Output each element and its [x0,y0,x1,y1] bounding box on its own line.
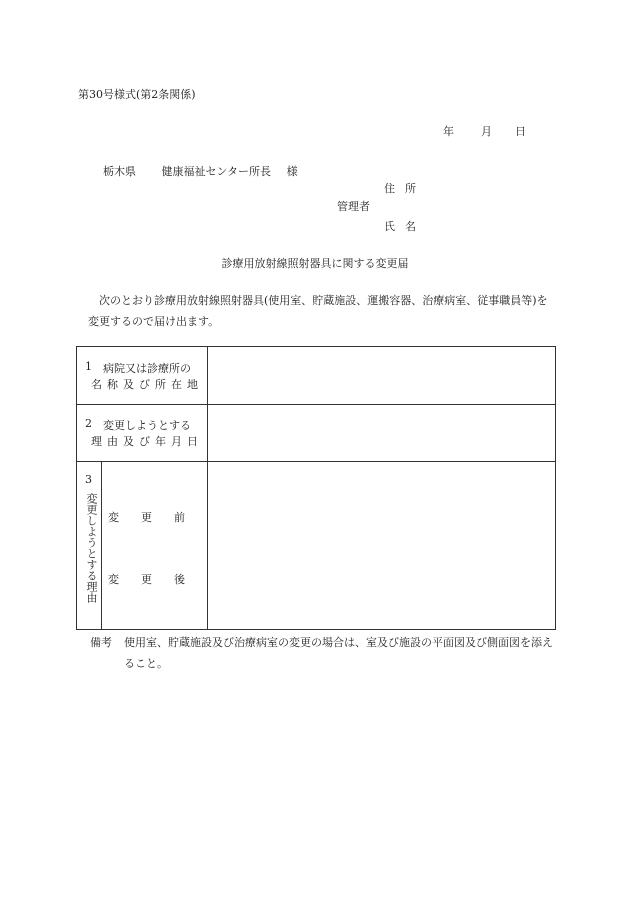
date-day-label: 日 [515,125,526,138]
date-year-label: 年 [443,125,454,138]
notes-text: 使用室、貯蔵施設及び治療病室の変更の場合は、室及び施設の平面図及び側面図を添えること。 [124,636,553,670]
row3-number: 3 [85,473,92,486]
row3-vertical-label: 変更しようとする理由 [85,493,98,603]
address-label: 住所 [384,182,426,195]
manager-label: 管理者 [337,200,370,213]
addressee-prefecture: 栃木県 [103,165,136,178]
row1-input[interactable] [209,349,554,402]
row2-label-line2: 理由及び年月日 [91,435,203,448]
table-divider-vertical-main [207,347,208,629]
change-notification-table [76,346,556,630]
addressee-honorific: 様 [286,165,298,178]
body-text: 次のとおり診療用放射線照射器具(使用室、貯蔵施設、運搬容器、治療病室、従事職員等)を変更するので届け出ます。 [88,294,548,328]
addressee [103,163,298,179]
row2-input[interactable] [209,406,554,459]
row3-before-input[interactable] [209,463,554,543]
date-month-label: 月 [481,125,492,138]
table-divider-vertical-row3 [101,461,102,629]
row1-label-line1: 病院又は診療所の [103,362,191,375]
addressee-office: 健康福祉センター所長 [161,165,272,178]
row1-label-line2: 名称及び所在地 [91,378,203,391]
form-number: 第30号様式(第2条関係) [78,88,196,101]
row1-number: 1 [85,360,92,373]
row3-before-label: 変 更 前 [108,511,185,524]
name-label: 氏名 [384,220,426,233]
notes-label: 備考 [90,636,112,649]
table-divider-row1 [77,404,555,405]
row3-after-label: 変 更 後 [108,573,185,586]
table-divider-row2 [77,461,555,462]
row2-label-line1: 変更しようとする [103,419,191,432]
row3-after-input[interactable] [209,545,554,625]
document-title: 診療用放射線照射器具に関する変更届 [221,257,409,270]
row3-label-cell [77,461,101,629]
row2-number: 2 [85,417,92,430]
